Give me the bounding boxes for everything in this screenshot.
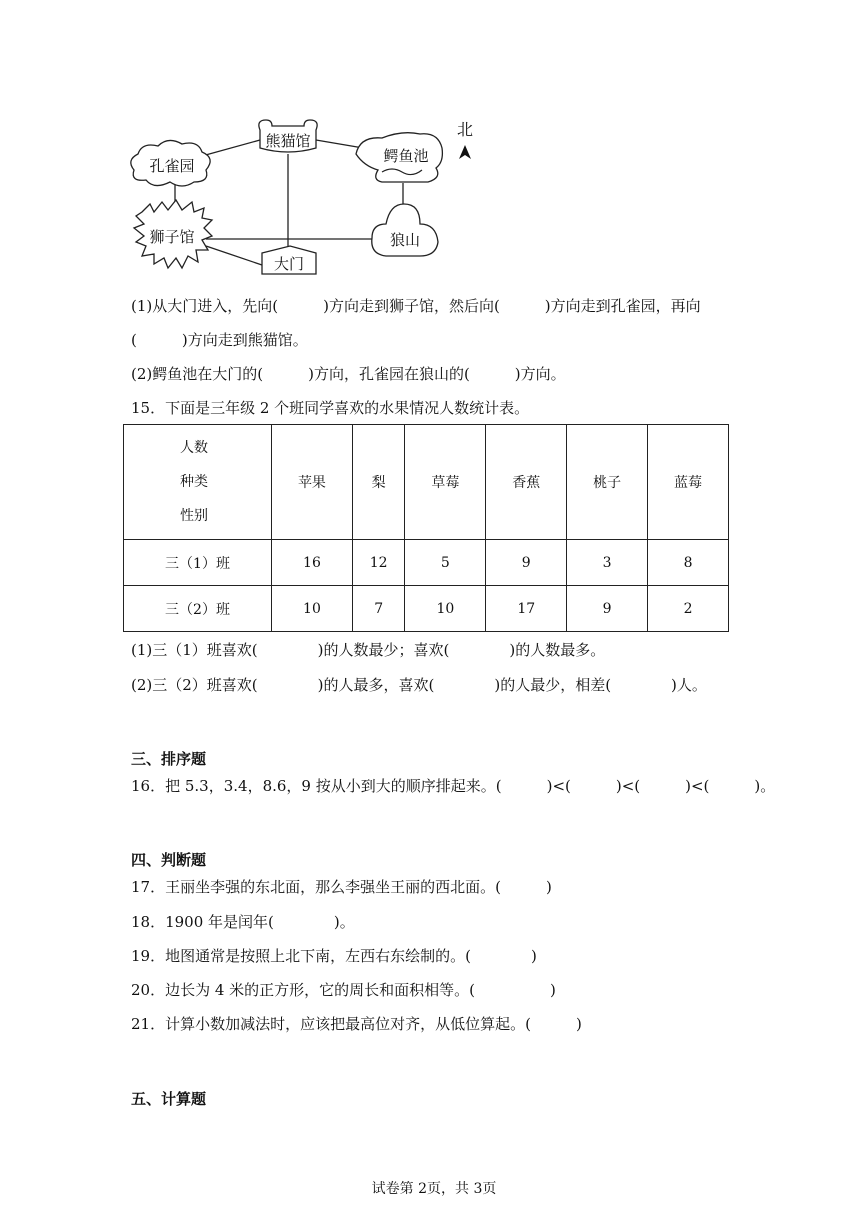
crocodile-label: 鳄鱼池: [383, 147, 429, 165]
table-cell: 10: [405, 586, 486, 632]
table-cell: 9: [567, 586, 648, 632]
q17-text: 17．王丽坐李强的东北面，那么李强坐王丽的西北面。( ): [131, 878, 552, 896]
peacock-label: 孔雀园: [149, 157, 195, 175]
column-header: 梨: [352, 425, 405, 540]
table-cell: 5: [405, 540, 486, 586]
wolf-label: 狼山: [389, 231, 421, 249]
q20-text: 20．边长为 4 米的正方形，它的周长和面积相等。( ): [131, 981, 556, 999]
table-corner-header: [124, 425, 272, 540]
column-header: 草莓: [405, 425, 486, 540]
column-header: 苹果: [272, 425, 353, 540]
q15-sub1: (1)三（1）班喜欢( )的人数最少；喜欢( )的人数最多。: [131, 641, 606, 659]
table-row: [124, 586, 729, 632]
section5-heading: 五、计算题: [131, 1090, 207, 1108]
table-cell: 10: [272, 586, 353, 632]
column-header: 香蕉: [486, 425, 567, 540]
lion-label: 狮子馆: [149, 228, 195, 246]
table-cell: 3: [567, 540, 648, 586]
page-footer: 试卷第 2页，共 3页: [371, 1181, 497, 1197]
table-cell: 12: [352, 540, 405, 586]
column-header: 蓝莓: [648, 425, 729, 540]
fruit-stats-table: [123, 424, 729, 632]
q14-part1-line1: (1)从大门进入，先向( )方向走到狮子馆，然后向( )方向走到孔雀园，再向: [131, 297, 701, 315]
table-cell: 16: [272, 540, 353, 586]
north-arrow-icon: [457, 120, 473, 159]
section4-heading: 四、判断题: [131, 851, 207, 869]
corner-people: 人数: [180, 440, 208, 456]
q15-sub2: (2)三（2）班喜欢( )的人最多，喜欢( )的人最少，相差( )人。: [131, 676, 707, 694]
table-cell: 17: [486, 586, 567, 632]
row-label: 三（1）班: [124, 540, 272, 586]
q14-part2: (2)鳄鱼池在大门的( )方向，孔雀园在狼山的( )方向。: [131, 365, 566, 383]
column-header: 桃子: [567, 425, 648, 540]
q18-text: 18．1900 年是闰年( )。: [131, 913, 355, 931]
table-cell: 2: [648, 586, 729, 632]
zoo-map: [120, 108, 490, 288]
panda-label: 熊猫馆: [265, 132, 311, 150]
q15-title: 15．下面是三年级 2 个班同学喜欢的水果情况人数统计表。: [131, 399, 530, 417]
section3-heading: 三、排序题: [131, 750, 207, 768]
gate-label: 大门: [273, 255, 305, 273]
table-cell: 8: [648, 540, 729, 586]
corner-type: 种类: [180, 474, 208, 490]
table-cell: 9: [486, 540, 567, 586]
table-cell: 7: [352, 586, 405, 632]
row-label: 三（2）班: [124, 586, 272, 632]
corner-gender: 性别: [180, 508, 208, 524]
q19-text: 19．地图通常是按照上北下南，左西右东绘制的。( ): [131, 947, 537, 965]
svg-text:北: 北: [456, 120, 474, 139]
q16-text: 16．把 5.3，3.4，8.6，9 按从小到大的顺序排起来。( )<( )<( )<( )。: [131, 777, 776, 795]
table-row: [124, 540, 729, 586]
q21-text: 21．计算小数加减法时，应该把最高位对齐，从低位算起。( ): [131, 1015, 582, 1033]
q14-part1-line2: ( )方向走到熊猫馆。: [131, 331, 308, 349]
